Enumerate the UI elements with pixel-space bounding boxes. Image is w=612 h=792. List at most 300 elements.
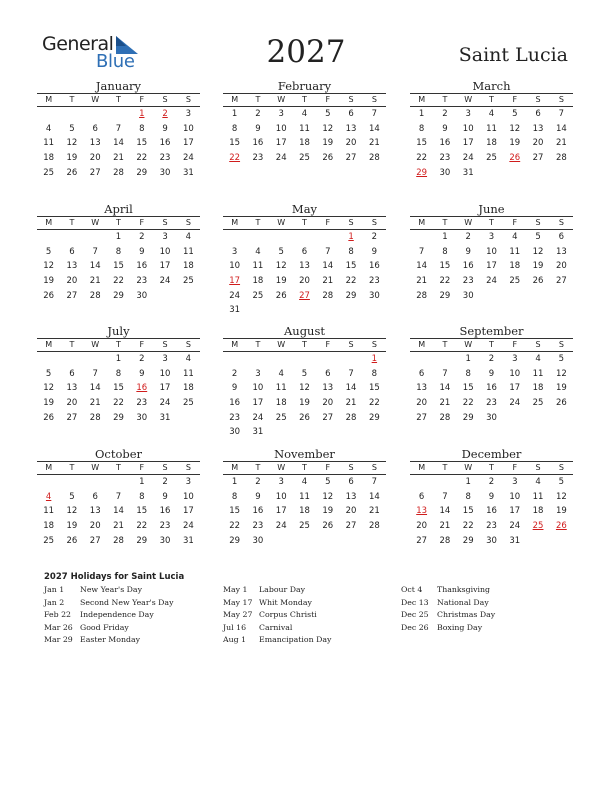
weekday-label: M <box>45 218 53 227</box>
holiday-item <box>401 610 495 623</box>
day-cell: 20 <box>299 276 310 287</box>
day-cell: 19 <box>555 506 567 517</box>
day-cell: 14 <box>368 123 380 134</box>
day-grid <box>223 107 386 166</box>
day-cell: 16 <box>159 506 171 517</box>
day-cell: 15 <box>229 138 241 149</box>
empty-day-cell <box>410 352 433 367</box>
day-cell: 3 <box>255 368 261 379</box>
day-cell: 11 <box>182 246 194 257</box>
weekday-label: M <box>45 340 53 349</box>
weekday-header-row <box>223 93 386 107</box>
day-cell: 11 <box>486 123 497 134</box>
weekday-label: S <box>558 95 564 104</box>
weekday-label: S <box>371 463 377 472</box>
empty-day-cell <box>107 475 130 490</box>
day-cell: 15 <box>439 261 451 272</box>
day-cell: 10 <box>182 491 194 502</box>
day-cell: 24 <box>275 521 287 532</box>
day-cell: 19 <box>43 398 55 409</box>
day-cell: 17 <box>159 383 171 394</box>
weekday-label: F <box>325 463 331 472</box>
day-cell: 14 <box>345 383 357 394</box>
day-cell: 9 <box>162 491 168 502</box>
holiday-item <box>401 598 495 611</box>
day-cell: 23 <box>486 521 497 532</box>
day-cell: 6 <box>92 123 98 134</box>
day-cell: 27 <box>89 535 101 546</box>
day-cell: 9 <box>465 246 471 257</box>
day-grid <box>223 475 386 548</box>
day-cell: 18 <box>299 138 310 149</box>
day-cell: 7 <box>115 491 122 502</box>
day-cell: 2 <box>255 477 261 487</box>
day-cell: 22 <box>345 276 357 287</box>
day-cell: 13 <box>66 383 78 394</box>
day-cell: 7 <box>348 368 354 379</box>
day-cell: 4 <box>45 123 52 134</box>
day-grid <box>223 352 386 440</box>
day-cell: 27 <box>66 290 78 301</box>
day-cell: 30 <box>462 290 474 301</box>
day-cell: 26 <box>66 535 78 546</box>
day-cell: 4 <box>512 232 518 242</box>
day-cell: 29 <box>345 290 357 301</box>
day-cell: 15 <box>229 506 241 517</box>
day-cell: 25 <box>275 412 287 423</box>
empty-day-cell <box>223 230 246 245</box>
holiday-day-cell: 4 <box>45 491 52 502</box>
day-cell: 9 <box>162 123 168 134</box>
weekday-label: S <box>348 463 354 472</box>
weekday-label: M <box>418 463 426 472</box>
holiday-item <box>223 635 331 648</box>
day-cell: 7 <box>371 109 378 119</box>
day-cell: 25 <box>182 398 194 409</box>
day-cell: 5 <box>325 109 331 119</box>
day-cell: 28 <box>368 153 380 164</box>
weekday-label: T <box>69 95 75 104</box>
weekday-label: F <box>325 95 331 104</box>
holiday-date: Aug 1 <box>223 635 247 644</box>
day-cell: 3 <box>512 354 518 364</box>
day-cell: 11 <box>509 246 521 257</box>
day-cell: 30 <box>486 412 497 423</box>
weekday-label: W <box>277 218 286 227</box>
day-grid <box>410 230 573 303</box>
day-cell: 24 <box>252 412 264 423</box>
day-cell: 18 <box>43 521 55 532</box>
day-cell: 5 <box>512 109 518 119</box>
weekday-label: W <box>464 95 473 104</box>
weekday-header-row <box>410 93 573 107</box>
weekday-label: T <box>489 218 494 227</box>
month-title: October <box>94 447 143 461</box>
day-cell: 22 <box>416 153 428 164</box>
day-cell: 11 <box>252 261 264 272</box>
month-august <box>223 324 386 440</box>
day-cell: 7 <box>442 491 448 502</box>
weekday-label: W <box>464 218 473 227</box>
day-cell: 2 <box>465 232 471 242</box>
weekday-label: T <box>69 340 75 349</box>
empty-day-cell <box>107 107 130 122</box>
day-cell: 16 <box>486 506 497 517</box>
holiday-item <box>44 635 173 648</box>
holiday-date: Oct 4 <box>401 585 423 594</box>
holiday-item <box>44 610 173 623</box>
day-cell: 8 <box>139 123 145 134</box>
empty-day-cell <box>84 107 107 122</box>
weekday-label: W <box>91 218 100 227</box>
day-cell: 27 <box>322 412 334 423</box>
day-cell: 6 <box>92 491 98 502</box>
holiday-column <box>44 585 173 648</box>
day-cell: 27 <box>345 153 357 164</box>
month-may <box>223 202 386 318</box>
day-cell: 18 <box>486 138 497 149</box>
month-january <box>37 79 200 180</box>
day-cell: 19 <box>43 276 55 287</box>
weekday-label: T <box>489 340 494 349</box>
empty-day-cell <box>316 352 339 367</box>
weekday-label: M <box>418 95 426 104</box>
weekday-label: S <box>535 218 541 227</box>
day-cell: 6 <box>69 368 75 379</box>
day-cell: 10 <box>159 246 171 257</box>
holiday-day-cell: 1 <box>371 354 378 364</box>
holiday-item <box>44 585 173 598</box>
holiday-name: Second New Year's Day <box>80 597 174 607</box>
day-cell: 17 <box>509 383 521 394</box>
holiday-day-cell: 27 <box>299 290 310 301</box>
holiday-name: Labour Day <box>259 585 306 594</box>
day-cell: 25 <box>299 521 310 532</box>
day-cell: 8 <box>231 491 238 502</box>
holiday-day-cell: 26 <box>555 521 567 532</box>
day-cell: 15 <box>462 383 474 394</box>
day-cell: 24 <box>462 153 474 164</box>
day-cell: 26 <box>322 153 334 164</box>
month-title: March <box>472 79 511 93</box>
day-cell: 8 <box>231 123 238 134</box>
day-cell: 4 <box>535 477 541 487</box>
day-cell: 28 <box>368 521 380 532</box>
day-cell: 10 <box>182 123 194 134</box>
weekday-label: W <box>277 340 286 349</box>
holiday-day-cell: 16 <box>136 383 148 394</box>
day-cell: 29 <box>113 290 124 301</box>
day-cell: 2 <box>371 232 378 242</box>
holiday-name: Easter Monday <box>80 635 141 644</box>
day-cell: 17 <box>462 138 474 149</box>
holiday-date: Feb 22 <box>44 610 71 619</box>
day-cell: 16 <box>462 261 474 272</box>
day-cell: 13 <box>89 506 101 517</box>
day-cell: 3 <box>488 232 495 242</box>
day-cell: 15 <box>113 383 124 394</box>
day-cell: 6 <box>418 368 425 379</box>
day-grid <box>37 230 200 303</box>
day-cell: 29 <box>368 412 380 423</box>
day-cell: 10 <box>159 368 171 379</box>
weekday-header-row <box>223 338 386 352</box>
day-cell: 17 <box>509 506 521 517</box>
holiday-name: Whit Monday <box>259 597 312 607</box>
weekday-label: T <box>255 218 261 227</box>
weekday-label: T <box>302 463 307 472</box>
day-cell: 5 <box>45 368 52 379</box>
day-cell: 3 <box>185 477 192 487</box>
day-cell: 29 <box>439 290 451 301</box>
day-cell: 1 <box>139 477 145 487</box>
day-cell: 10 <box>509 368 521 379</box>
weekday-label: T <box>116 340 121 349</box>
weekday-label: S <box>348 95 354 104</box>
day-cell: 8 <box>348 246 354 257</box>
day-cell: 27 <box>66 412 78 423</box>
empty-day-cell <box>293 352 316 367</box>
country-name: Saint Lucia <box>458 44 568 66</box>
day-cell: 28 <box>322 290 334 301</box>
day-cell: 14 <box>368 491 380 502</box>
holiday-name: Corpus Christi <box>259 610 317 619</box>
weekday-header-row <box>223 216 386 230</box>
day-cell: 9 <box>442 123 448 134</box>
day-cell: 23 <box>159 153 171 164</box>
holiday-date: May 1 <box>223 585 248 594</box>
day-cell: 25 <box>509 276 521 287</box>
day-cell: 26 <box>532 276 544 287</box>
weekday-label: W <box>91 95 100 104</box>
day-cell: 22 <box>229 521 241 532</box>
day-cell: 14 <box>416 261 428 272</box>
day-cell: 6 <box>301 246 308 257</box>
day-cell: 18 <box>532 506 544 517</box>
day-cell: 7 <box>325 246 331 257</box>
day-cell: 21 <box>439 521 451 532</box>
day-grid <box>37 352 200 425</box>
weekday-label: W <box>464 340 473 349</box>
weekday-label: M <box>231 95 239 104</box>
holiday-day-cell: 13 <box>416 506 428 517</box>
day-cell: 30 <box>159 535 171 546</box>
day-cell: 6 <box>348 477 354 487</box>
weekday-label: S <box>162 340 168 349</box>
day-cell: 9 <box>255 491 261 502</box>
day-cell: 6 <box>418 491 425 502</box>
weekday-label: F <box>139 218 145 227</box>
day-cell: 10 <box>275 123 287 134</box>
day-cell: 3 <box>465 109 471 119</box>
weekday-label: T <box>69 218 75 227</box>
day-cell: 1 <box>231 477 238 487</box>
day-cell: 15 <box>345 261 357 272</box>
weekday-label: T <box>442 463 448 472</box>
year-title: 2027 <box>266 34 346 70</box>
day-cell: 26 <box>322 521 334 532</box>
holiday-name: Carnival <box>259 622 293 632</box>
day-cell: 20 <box>416 521 428 532</box>
day-cell: 1 <box>115 232 122 242</box>
empty-day-cell <box>433 352 456 367</box>
weekday-label: M <box>231 463 239 472</box>
day-cell: 19 <box>275 276 287 287</box>
day-cell: 17 <box>252 398 264 409</box>
weekday-label: T <box>302 95 307 104</box>
empty-day-cell <box>60 107 83 122</box>
empty-day-cell <box>84 230 107 245</box>
day-cell: 21 <box>322 276 334 287</box>
day-cell: 30 <box>486 535 497 546</box>
day-cell: 25 <box>532 398 544 409</box>
day-cell: 5 <box>278 246 284 257</box>
day-cell: 7 <box>92 246 98 257</box>
day-cell: 11 <box>275 383 287 394</box>
day-cell: 3 <box>278 477 284 487</box>
empty-day-cell <box>246 230 269 245</box>
day-cell: 22 <box>462 521 474 532</box>
day-cell: 12 <box>322 491 334 502</box>
day-grid <box>37 475 200 548</box>
holiday-item <box>223 598 331 611</box>
weekday-header-row <box>410 461 573 475</box>
day-grid <box>410 107 573 180</box>
weekday-label: T <box>116 218 121 227</box>
day-cell: 29 <box>113 412 124 423</box>
day-cell: 5 <box>325 477 331 487</box>
day-cell: 15 <box>416 138 428 149</box>
day-cell: 28 <box>439 535 451 546</box>
weekday-label: S <box>558 340 564 349</box>
day-cell: 27 <box>89 167 101 178</box>
holiday-column <box>223 585 331 648</box>
weekday-label: M <box>45 95 53 104</box>
day-cell: 20 <box>66 398 78 409</box>
day-cell: 11 <box>43 506 55 517</box>
weekday-label: S <box>348 218 354 227</box>
day-cell: 25 <box>299 153 310 164</box>
day-cell: 27 <box>416 535 428 546</box>
month-title: April <box>104 202 133 216</box>
weekday-label: F <box>512 95 518 104</box>
weekday-label: T <box>255 95 261 104</box>
day-cell: 26 <box>66 167 78 178</box>
weekday-header-row <box>37 93 200 107</box>
day-cell: 5 <box>69 491 75 502</box>
day-cell: 23 <box>252 153 264 164</box>
empty-day-cell <box>60 475 83 490</box>
weekday-header-row <box>410 216 573 230</box>
empty-day-cell <box>37 352 60 367</box>
day-cell: 8 <box>115 368 122 379</box>
day-cell: 28 <box>89 290 101 301</box>
holiday-date: Dec 25 <box>401 610 429 619</box>
day-cell: 14 <box>113 138 124 149</box>
day-cell: 6 <box>535 109 541 119</box>
weekday-label: S <box>558 218 564 227</box>
day-cell: 23 <box>229 412 241 423</box>
day-cell: 2 <box>139 232 145 242</box>
day-cell: 10 <box>229 261 241 272</box>
day-cell: 12 <box>299 383 310 394</box>
empty-day-cell <box>293 230 316 245</box>
day-cell: 11 <box>182 368 194 379</box>
weekday-label: T <box>442 340 448 349</box>
weekday-header-row <box>410 338 573 352</box>
day-cell: 27 <box>345 521 357 532</box>
day-cell: 18 <box>182 261 194 272</box>
day-cell: 3 <box>162 354 168 364</box>
day-cell: 20 <box>345 506 357 517</box>
day-cell: 29 <box>136 167 148 178</box>
weekday-label: T <box>302 218 307 227</box>
day-cell: 31 <box>252 427 264 438</box>
holiday-name: Thanksgiving <box>437 585 491 594</box>
day-cell: 24 <box>182 521 194 532</box>
day-cell: 18 <box>43 153 55 164</box>
day-cell: 8 <box>418 123 425 134</box>
day-cell: 25 <box>486 153 497 164</box>
day-cell: 8 <box>465 368 471 379</box>
holiday-date: Dec 13 <box>401 597 429 607</box>
day-cell: 16 <box>229 398 241 409</box>
day-cell: 26 <box>43 290 55 301</box>
empty-day-cell <box>37 107 60 122</box>
day-cell: 13 <box>299 261 310 272</box>
day-cell: 21 <box>89 398 101 409</box>
weekday-label: T <box>489 463 494 472</box>
day-cell: 8 <box>371 368 378 379</box>
day-cell: 4 <box>301 109 308 119</box>
day-cell: 30 <box>136 412 148 423</box>
weekday-label: M <box>418 218 426 227</box>
day-cell: 6 <box>325 368 331 379</box>
day-cell: 22 <box>462 398 474 409</box>
day-cell: 30 <box>159 167 171 178</box>
day-cell: 28 <box>555 153 567 164</box>
weekday-label: S <box>185 95 191 104</box>
holiday-name: Emancipation Day <box>259 635 332 644</box>
day-cell: 23 <box>462 276 474 287</box>
day-cell: 19 <box>322 138 334 149</box>
day-cell: 8 <box>442 246 448 257</box>
weekday-label: S <box>558 463 564 472</box>
empty-day-cell <box>410 230 433 245</box>
day-cell: 12 <box>43 383 55 394</box>
day-cell: 4 <box>185 354 192 364</box>
weekday-label: F <box>512 463 518 472</box>
day-cell: 14 <box>439 506 451 517</box>
day-cell: 31 <box>229 305 241 316</box>
month-title: June <box>478 202 505 216</box>
day-cell: 10 <box>486 246 497 257</box>
day-cell: 24 <box>486 276 497 287</box>
day-cell: 21 <box>439 398 451 409</box>
day-cell: 19 <box>322 506 334 517</box>
day-cell: 12 <box>322 123 334 134</box>
day-cell: 5 <box>558 477 565 487</box>
day-cell: 29 <box>462 535 474 546</box>
day-cell: 4 <box>255 246 261 257</box>
day-cell: 28 <box>113 167 124 178</box>
day-cell: 17 <box>182 138 194 149</box>
day-cell: 13 <box>532 123 544 134</box>
day-cell: 17 <box>182 506 194 517</box>
day-cell: 9 <box>231 383 238 394</box>
weekday-label: W <box>91 340 100 349</box>
holiday-day-cell: 17 <box>229 276 241 287</box>
